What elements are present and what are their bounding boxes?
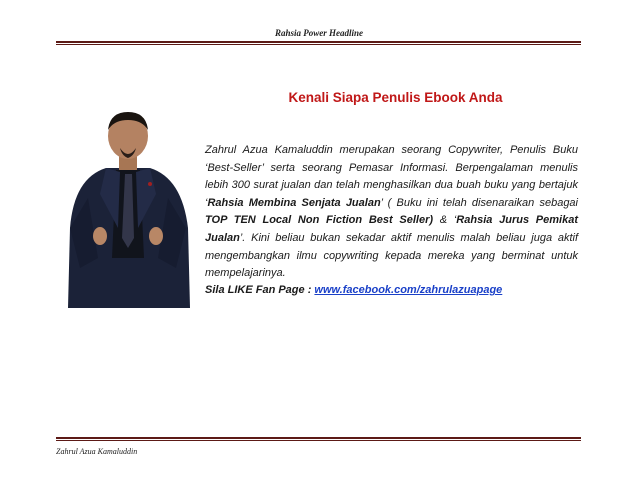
book-title-1: Rahsia Membina Senjata Jualan	[207, 196, 381, 209]
bio-text-4: ’. Kini beliau bukan sekadar aktif menulis malah beliau juga aktif mengembangkan ilmu copywriting kepada mereka yang berminat untuk mempelajarinya.	[205, 231, 578, 280]
author-bio	[205, 142, 578, 283]
header-title: Rahsia Power Headline	[274, 28, 363, 38]
bio-text-3: & ‘	[433, 214, 457, 227]
footer-author: Zahrul Azua Kamaluddin	[56, 447, 138, 456]
bestseller-award: TOP TEN Local Non Fiction Best Seller)	[205, 214, 434, 227]
author-portrait	[58, 108, 198, 308]
footer-rule	[56, 437, 581, 441]
fan-page-link[interactable]: www.facebook.com/zahrulazuapage	[314, 284, 503, 296]
book-title-2: Rahsia Jurus Pemikat Jualan	[205, 214, 578, 244]
bio-text-1: Zahrul Azua Kamaluddin merupakan seorang Copywriter, Penulis Buku ‘Best-Seller’ serta seorang Pemasar Informasi. Berpengalaman menulis lebih 300 surat jualan dan telah menghasilkan dua buah buku yang bertajuk ‘	[205, 144, 578, 209]
bio-text-2: ’ ( Buku ini telah disenaraikan sebagai	[380, 196, 578, 209]
header-rule	[56, 41, 581, 45]
fan-page-label: Sila LIKE Fan Page :	[205, 284, 315, 296]
fan-page-line	[205, 284, 578, 296]
page-heading: Kenali Siapa Penulis Ebook Anda	[288, 90, 503, 105]
